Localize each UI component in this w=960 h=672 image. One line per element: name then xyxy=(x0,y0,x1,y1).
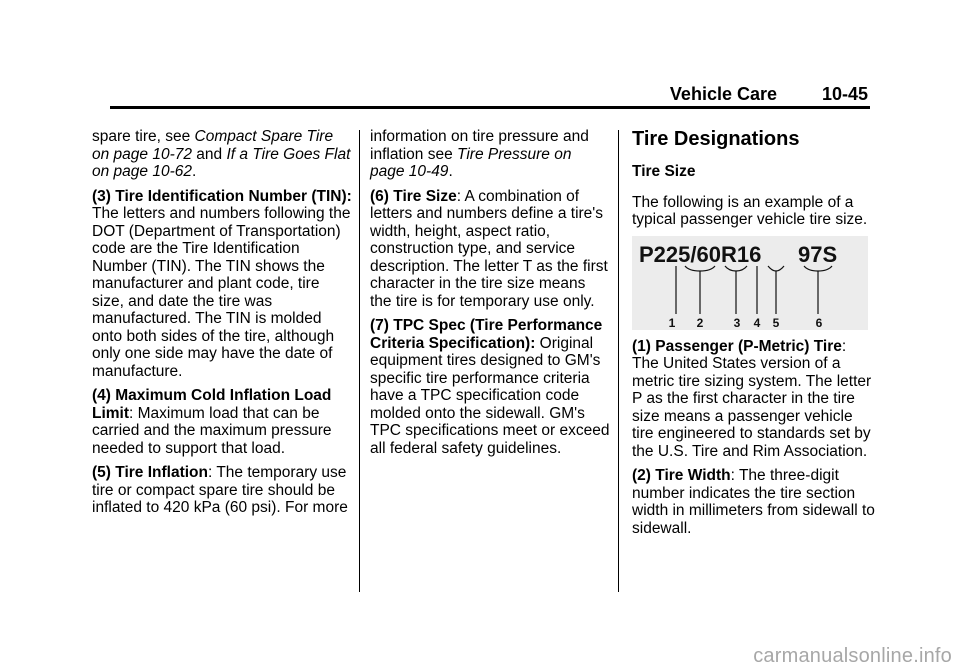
callout-lines xyxy=(676,266,832,314)
term: (2) Tire Width xyxy=(632,467,731,484)
callout-number: 4 xyxy=(753,315,761,330)
tire-size-figure xyxy=(632,236,868,330)
column-3 xyxy=(632,128,876,544)
column-1 xyxy=(92,128,354,524)
paragraph: (3) Tire Identification Number (TIN): The letters and numbers following the DOT (Department of Transportation) code are the Tire Identification Number (TIN). The TIN shows the manufacturer and plant code, tire size, and date the tire was manufactured. The TIN is molded onto both sides of the tire, although only one side may have the date of manufacture. xyxy=(92,187,352,380)
column-divider xyxy=(359,130,360,592)
tire-size-code-service: 97S xyxy=(798,241,838,267)
term: (7) TPC Spec (Tire Performance Criteria Specification): xyxy=(370,317,603,352)
paragraph: (2) Tire Width: The three-digit number indicates the tire section width in millimeters from sidewall to sidewall. xyxy=(632,467,875,537)
paragraph: The following is an example of a typical passenger vehicle tire size. xyxy=(632,193,868,228)
callout-number: 2 xyxy=(696,315,704,330)
paragraph: (5) Tire Inflation: The temporary use tire or compact spare tire should be inflated to 420 kPa (60 psi). For more xyxy=(92,464,348,516)
tire-size-diagram xyxy=(632,236,868,330)
paragraph: (6) Tire Size: A combination of letters and numbers define a tire's width, height, aspect ratio, construction type, and service description. The letter T as the first character in the tire size means the tire is for temporary use only. xyxy=(370,187,608,310)
callout-number: 6 xyxy=(815,315,823,330)
paragraph: (1) Passenger (P-Metric) Tire: The United States version of a metric tire sizing system. The letter P as the first character in the tire size means a passenger vehicle tire engineered to standards set by the U.S. Tire and Rim Association. xyxy=(632,337,872,460)
term: (5) Tire Inflation xyxy=(92,464,208,481)
paragraph: information on tire pressure and inflation see Tire Pressure on page 10-49. xyxy=(370,128,589,180)
term: (1) Passenger (P-Metric) Tire xyxy=(632,337,842,355)
column-divider xyxy=(618,130,619,592)
term: (6) Tire Size xyxy=(370,187,457,205)
term: (3) Tire Identification Number (TIN): xyxy=(92,187,352,205)
cross-reference-link[interactable]: If a Tire Goes Flat on page 10-62 xyxy=(92,145,351,180)
paragraph: (4) Maximum Cold Inflation Load Limit: Maximum load that can be carried and the maximum pressure needed to support that load. xyxy=(92,387,332,457)
callout-number: 1 xyxy=(668,315,676,330)
paragraph: spare tire, see Compact Spare Tire on page 10-72 and If a Tire Goes Flat on page 10-62. xyxy=(92,128,351,180)
watermark: carmanualsonline.info xyxy=(753,645,952,667)
column-2 xyxy=(370,128,610,464)
term: (4) Maximum Cold Inflation Load Limit xyxy=(92,387,332,422)
callout-number: 3 xyxy=(733,315,741,330)
subheading: Tire Size xyxy=(632,163,696,180)
cross-reference-link[interactable]: Compact Spare Tire on page 10-72 xyxy=(92,128,334,163)
paragraph: (7) TPC Spec (Tire Performance Criteria Specification): Original equipment tires designed to GM's specific tire performance criteria have a TPC specification code molded onto the sidewall. GM's TPC specifications meet or exceed all federal safety guidelines. xyxy=(370,317,610,457)
cross-reference-link[interactable]: Tire Pressure on page 10-49 xyxy=(370,145,572,180)
section-heading: Tire Designations xyxy=(632,128,800,150)
callout-number: 5 xyxy=(772,315,780,330)
header-rule xyxy=(110,106,870,109)
page-number: 10-45 xyxy=(821,84,868,104)
tire-size-code: P225/60R16 xyxy=(639,241,762,267)
running-header-title: Vehicle Care xyxy=(669,84,777,104)
